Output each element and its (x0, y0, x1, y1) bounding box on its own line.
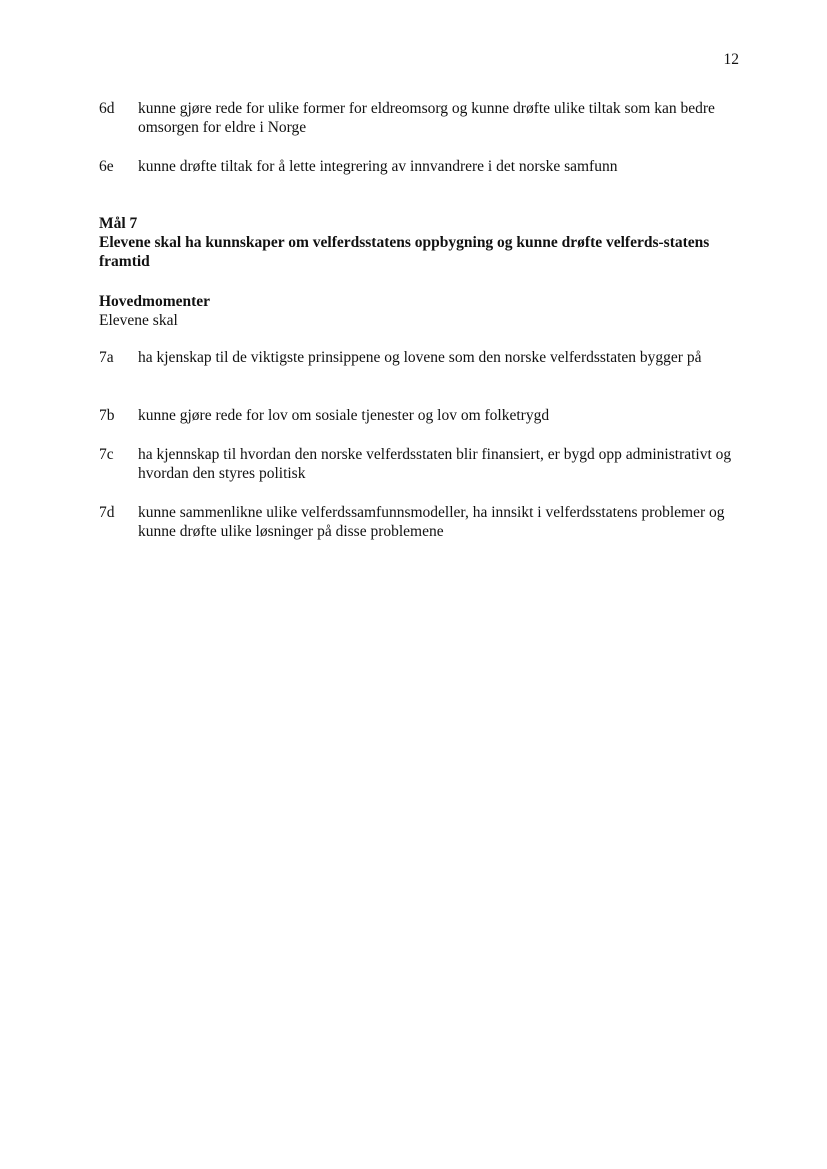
item-text: kunne sammenlikne ulike velferdssamfunnsmodeller, ha innsikt i velferdsstatens problemer og kunne drøfte ulike løsninger på disse problemene (138, 504, 725, 540)
item-text: kunne gjøre rede for lov om sosiale tjenester og lov om folketrygd (138, 407, 550, 424)
item-code: 7d (99, 504, 115, 521)
item-code: 6e (99, 158, 114, 175)
goal-title: Mål 7 (99, 215, 138, 232)
item-code: 7c (99, 446, 114, 463)
page-number: 12 (723, 51, 739, 68)
item-code: 7b (99, 407, 115, 424)
item-text: kunne gjøre rede for ulike former for eldreomsorg og kunne drøfte ulike tiltak som kan bedre omsorgen for eldre i Norge (138, 100, 715, 136)
list-item-7c (99, 445, 739, 483)
list-item-6e (99, 157, 739, 176)
item-code: 6d (99, 100, 115, 117)
list-item-7a (99, 348, 739, 367)
list-item-6d (99, 99, 739, 137)
list-item-7d (99, 503, 739, 541)
item-code: 7a (99, 349, 114, 366)
main-points-heading: Hovedmomenter (99, 293, 211, 310)
main-points-intro: Elevene skal (99, 312, 178, 329)
item-text: ha kjennskap til hvordan den norske velferdsstaten blir finansiert, er bygd opp administrativt og hvordan den styres politisk (138, 446, 732, 482)
list-item-7b (99, 406, 739, 425)
item-text: kunne drøfte tiltak for å lette integrering av innvandrere i det norske samfunn (138, 158, 618, 175)
item-text: ha kjenskap til de viktigste prinsippene og lovene som den norske velferdsstaten bygger på (138, 349, 702, 366)
goal-description: Elevene skal ha kunnskaper om velferdsstatens oppbygning og kunne drøfte velferds-statens framtid (99, 234, 710, 270)
